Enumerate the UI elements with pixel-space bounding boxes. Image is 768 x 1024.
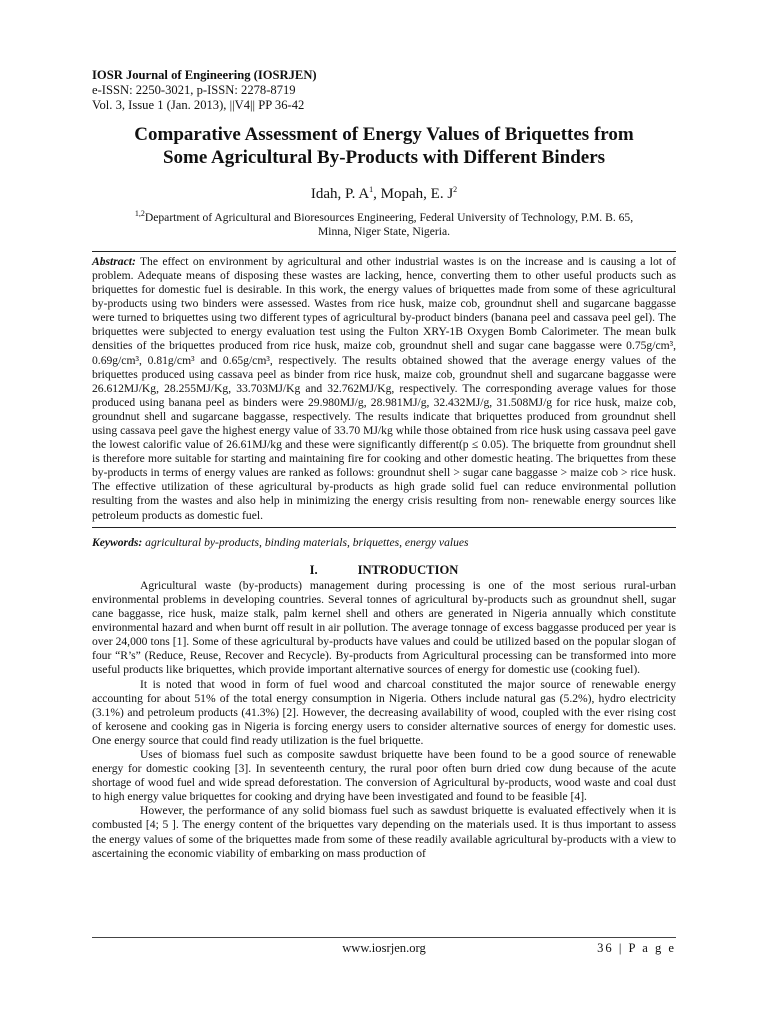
affiliation-line-1: Department of Agricultural and Bioresources Engineering, Federal University of Technology, P.M. B. 65, [144, 210, 634, 224]
abstract [92, 251, 676, 528]
section-heading [92, 563, 676, 577]
author-1: Idah, P. A [310, 186, 370, 202]
abstract-text: The effect on environment by agricultural and other industrial wastes is on the increase and is causing a lot of problem. Adequate means of disposing these wastes are lacking, hence, converting them to other useful products such as briquettes for domestic fuel is desirable. In this work, the energy values of briquettes made from some of these agricultural by-products using two binders were assessed. Wastes from rice husk, maize cob, groundnut shell and sugarcane baggasse were turned to briquettes using two different types of agricultural by-product binders (banana peel and cassava peel gel). The briquettes were subjected to energy evaluation test using the Fulton XRY-1B Oxygen Bomb Calorimeter. The mean bulk densities of the briquettes produced from rice husk, maize cob, groundnut shell and sugar cane baggasse were 0.75g/cm³, 0.69g/cm³, 0.81g/cm³ and 0.65g/cm³, respectively. The results obtained showed that the average energy values of the briquettes produced using cassava peel as binder from rice husk, maize cob, groundnut shell and sugarcane baggasse were 26.612MJ/Kg, 28.255MJ/Kg, 33.703MJ/Kg and 32.762MJ/Kg, respectively. The corresponding average values for those produced using banana peel as binders were 29.980MJ/g, 28.981MJ/g, 32.432MJ/g, 31.508MJ/g for rice husk, maize cob, groundnut shell and sugarcane baggasse, respectively. The results indicate that briquettes produced from groundnut shell using cassava peel gave the highest energy value of 33.70 MJ/kg while those obtained from rice husk using cassava peel gave the lowest calorific value of 26.61MJ/kg and these were significantly different(p ≤ 0.05). The briquette from groundnut shell is therefore more suitable for starting and maintaining fire for cooking and other domestic heating. The briquettes from these by-products in terms of energy values are ranked as follows: groundnut shell > sugar cane baggasse > maize cob > rice husk. The effective utilization of these agricultural by-products as high grade solid fuel can reduce environmental pollution resulting from the wastes and also help in minimizing the energy crisis resulting from non- renewable energy sources like petroleum products as domestic fuel. [92, 254, 676, 522]
author-2: Mopah, E. J [380, 186, 454, 202]
journal-volume: Vol. 3, Issue 1 (Jan. 2013), ||V4|| PP 36-42 [92, 98, 305, 112]
keywords-text: agricultural by-products, binding materials, briquettes, energy values [142, 535, 469, 549]
paper-title-line-2: Some Agricultural By-Products with Different Binders [162, 147, 606, 168]
keywords [92, 536, 676, 550]
intro-paragraph-1: Agricultural waste (by-products) management during processing is one of the most serious rural-urban environmental problems in developing countries. Several tonnes of agricultural by-products such as groundnut shell, sugar cane baggasse, rice husk, maize stalk, palm kernel shell and others are generated in Nigeria annually which constitute environmental hazard and when burnt off result in air pollution. The average tonnage of excess baggasse produced per year is over 24,000 tons [1]. Some of these agricultural by-products have values and could be utilized based on the popular slogan of four “R’s” (Reduce, Reuse, Recover and Recycle). By-products from Agricultural processing can be transformed into more useful products like briquettes, which provide important alternative sources of energy for domestic use (cooking fuel). [92, 578, 676, 677]
footer-website: www.iosrjen.org [342, 941, 426, 955]
intro-paragraph-3: Uses of biomass fuel such as composite sawdust briquette have been found to be a good source of renewable energy for domestic cooking [3]. In seventeenth century, the rural poor often burn dried cow dung because of the acute shortage of wood fuel and wide spread deforestation. The conversion of Agricultural by-products, wood waste and coal dust to high energy value briquettes for cooking and drying have been investigated and found to be feasible [4]. [92, 747, 676, 804]
paper-title [92, 123, 676, 169]
footer-page-number: 36 | P a g e [597, 941, 676, 955]
author-2-affiliation-mark: 2 [453, 185, 458, 194]
affiliation-mark: 1,2 [134, 209, 145, 218]
paper-title-line-1: Comparative Assessment of Energy Values of Briquettes from [134, 124, 634, 145]
intro-paragraph-4: However, the performance of any solid biomass fuel such as sawdust briquette is evaluated effectively when it is combusted [4; 5 ]. The energy content of the briquettes vary depending on the materials used. It is thus important to assess the energy values of some of the briquettes made from some of these readily available agricultural by-products with a view to ascertaining the economic viability of embarking on mass production of [92, 804, 676, 860]
journal-issn: e-ISSN: 2250-3021, p-ISSN: 2278-8719 [92, 83, 296, 97]
keywords-label: Keywords: [92, 535, 143, 549]
author-1-affiliation-mark: 1 [369, 185, 374, 194]
intro-paragraph-2: It is noted that wood in form of fuel wood and charcoal constituted the major source of renewable energy accounting for about 51% of the total energy consumption in Nigeria. Others include natural gas (5.2%), hydro electricity (3.1%) and petroleum products (41.3%) [2]. However, the decreasing availability of wood, coupled with the ever rising cost of kerosene and cooking gas in Nigeria is forcing energy users to consider alternative sources of energy for domestic uses. One energy source that could find ready utilization is the fuel briquette. [92, 677, 676, 747]
footer-divider [92, 937, 676, 938]
author-list [92, 181, 676, 203]
affiliation-line-2: Minna, Niger State, Nigeria. [317, 224, 450, 238]
affiliation [92, 207, 676, 239]
journal-name: IOSR Journal of Engineering (IOSRJEN) [92, 68, 317, 82]
author-separator: , [373, 186, 381, 202]
journal-header [92, 68, 676, 113]
section-number: I. [309, 562, 318, 577]
section-title: INTRODUCTION [357, 562, 459, 577]
abstract-label: Abstract: [92, 254, 136, 268]
